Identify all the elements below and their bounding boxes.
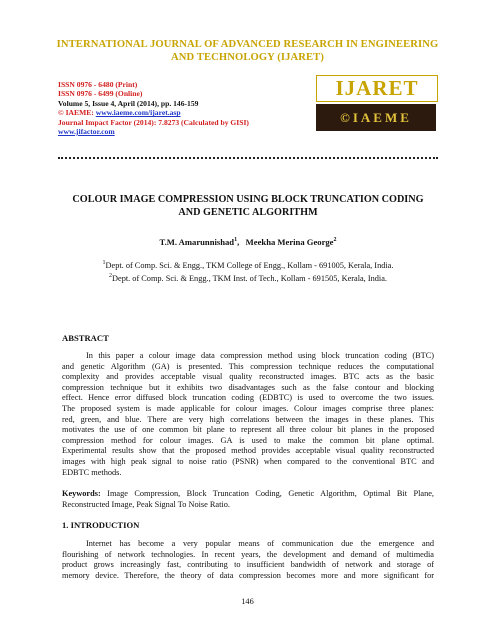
author-1: T.M. Amarunnishad (159, 237, 235, 247)
introduction-line: Internet has become a very popular means of communication due the emergence and (86, 539, 434, 548)
abstract-line: Experimental results show that the proposed method provides acceptable visual quality reconstructed (62, 446, 434, 456)
issn-online: ISSN 0976 - 6499 (Online) (58, 89, 143, 99)
paper-title (48, 193, 448, 219)
iaeme-logo (316, 104, 436, 131)
authors (48, 237, 448, 247)
author-1-sup: 1 (234, 237, 238, 244)
abstract-line: compression technique but it exhibits two disadvantages such as the false contour and blocking (62, 382, 434, 392)
affiliations (48, 258, 448, 285)
ijaret-logo-text: IJARET (335, 76, 419, 100)
keywords-line-1 (62, 489, 434, 500)
introduction-heading: 1. INTRODUCTION (62, 520, 140, 530)
abstract-line: images with high peak signal to noise ratio (PSNR) when compared to the conventional BTC and (62, 456, 434, 466)
journal-title (40, 38, 455, 64)
keywords-text-1: Image Compression, Block Truncation Coding, Genetic Algorithm, Optimal Bit Plane, (100, 489, 434, 498)
jifactor-link[interactable]: www.jifactor.com (58, 127, 115, 137)
affiliation-2-text: Dept. of Comp. Sci. & Engg., TKM Inst. of Tech., Kollam - 691505, Kerala, India. (112, 274, 387, 284)
keywords (62, 489, 434, 510)
author-2: Meekha Merina George (245, 237, 334, 247)
abstract-heading: ABSTRACT (62, 333, 109, 343)
abstract-line: The proposed system is made applicable for colour images. Colour images comprise three planes: (62, 403, 434, 413)
issn-print: ISSN 0976 - 6480 (Print) (58, 80, 138, 89)
iaeme-logo-text: ©IAEME (340, 110, 412, 125)
page-number: 146 (241, 597, 254, 606)
iaeme-prefix: © IAEME: (58, 108, 96, 118)
volume-info: Volume 5, Issue 4, April (2014), pp. 146-159 (58, 98, 199, 108)
introduction-line: product grows increasingly fast, contributing to insufficient bandwidth of network and storage of (62, 560, 434, 570)
abstract-line: red, green, and blue. There are very high correlations between the images in these planes. This (62, 414, 434, 424)
paper-title-line-1: COLOUR IMAGE COMPRESSION USING BLOCK TRUNCATION CODING (72, 194, 424, 205)
affiliation-2 (48, 271, 448, 284)
journal-metadata (58, 80, 338, 136)
introduction-line: flourishing of network technologies. In recent years, the development and demand of multimedia (62, 549, 434, 559)
affiliation-1-sup: 1 (102, 260, 106, 266)
abstract-body (62, 351, 434, 478)
dotted-separator (58, 157, 438, 159)
abstract-line: compression method for colour images. GA is used to make the common bit plane optimal. (62, 435, 434, 445)
introduction-line: memory device. Therefore, the theory of data compression becomes more and more significant for (62, 570, 434, 580)
journal-title-line-2: AND TECHNOLOGY (IJARET) (171, 52, 324, 63)
paper-title-line-2: AND GENETIC ALGORITHM (178, 207, 318, 218)
affiliation-1 (48, 258, 448, 271)
affiliation-1-text: Dept. of Comp. Sci. & Engg., TKM College of Engg., Kollam - 691005, Kerala, India. (105, 260, 394, 270)
affiliation-2-sup: 2 (109, 273, 113, 280)
abstract-line: EDBTC methods. (62, 467, 122, 477)
keywords-label: Keywords: (62, 489, 101, 498)
keywords-line-2: Reconstructed Image, Peak Signal To Noise Ratio. (62, 499, 230, 509)
abstract-line: effect. Hence error diffused block truncation coding (EDBTC) is used to overcome the two issues. (62, 393, 434, 403)
ijaret-logo (316, 75, 438, 102)
abstract-line: In this paper a colour image data compression method using block truncation coding (BTC) (86, 351, 434, 360)
impact-factor: Journal Impact Factor (2014): 7.8273 (Calculated by GISI) (58, 117, 249, 127)
author-2-sup: 2 (333, 237, 337, 244)
journal-title-line-1: INTERNATIONAL JOURNAL OF ADVANCED RESEARCH IN ENGINEERING (56, 39, 439, 50)
introduction-body (62, 539, 434, 581)
abstract-line: and genetic Algorithm (GA) is presented. This compression technique reduces the computational (62, 361, 434, 371)
author-separator: , (237, 237, 240, 247)
abstract-line: motivates the use of one common bit plane to represent all three colour bit planes in the proposed (62, 425, 434, 435)
iaeme-link[interactable]: www.iaeme.com/ijaret.asp (95, 108, 181, 118)
abstract-line: complexity and provides acceptable visual quality reconstructed images. BTC acts as the basic (62, 372, 434, 382)
iaeme-line (58, 108, 338, 117)
